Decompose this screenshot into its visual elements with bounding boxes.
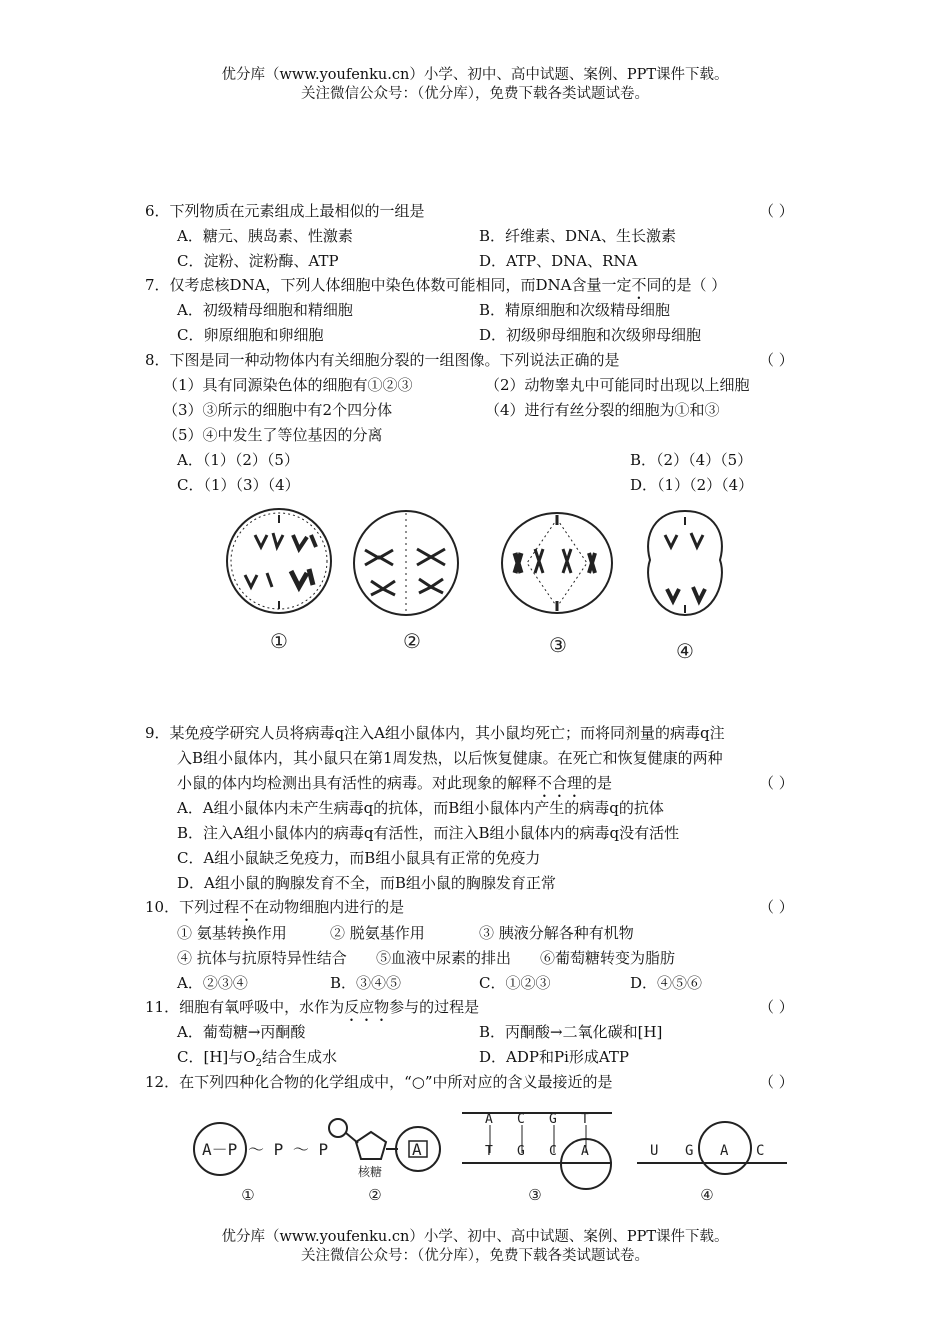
q8-answer-paren: （ ） — [759, 351, 794, 369]
q6-option-b: B．纤维素、DNA、生长激素 — [479, 227, 677, 245]
q8-fig-label-3: ③ — [549, 633, 567, 657]
cell-division-figure — [215, 505, 745, 670]
q7-stem-post: 同的是（ ） — [646, 276, 727, 294]
q10-answer-paren: （ ） — [759, 898, 794, 916]
q9-answer-paren: （ ） — [759, 774, 794, 792]
q8-fig-label-4: ④ — [676, 639, 694, 663]
q9-line-3-pre: 小鼠的体内均检测出具有活性的病毒。对此现象的解释 — [177, 774, 538, 792]
header-line-2: 关注微信公众号：（优分库），免费下载各类试题试卷。 — [301, 86, 649, 102]
q10-item-6: ⑥葡萄糖转变为脂肪 — [540, 949, 676, 967]
q10-item-4: ④ 抗体与抗原特异性结合 — [177, 949, 347, 967]
q7-option-a: A．初级精母细胞和精细胞 — [177, 301, 353, 319]
q11-option-c — [177, 1047, 337, 1074]
fig2-sugar-label: 核糖 — [358, 1165, 383, 1179]
q11-option-b: B．丙酮酸→二氧化碳和[H] — [479, 1023, 663, 1041]
fig3-top-base-4: T — [581, 1112, 589, 1127]
q6-option-c: C．淀粉、淀粉酶、ATP — [177, 252, 339, 270]
q11-stem — [145, 997, 479, 1025]
q11-stem-post: 参与的过程是 — [389, 998, 480, 1016]
footer-line-1: 优分库（www.youfenku.cn）小学、初中、高中试题、案例、PPT课件下载。 — [221, 1229, 729, 1245]
fig3-bottom-base-2: G — [517, 1144, 525, 1159]
q7-stem-pre: 7．仅考虑核DNA，下列人体细胞中染色体数可能相同，而DNA含量一定 — [145, 276, 632, 294]
q8-statement-3: （3）③所示的细胞中有2个四分体 — [163, 401, 393, 419]
fig2-base-text: A — [412, 1140, 422, 1159]
q10-item-5: ⑤血液中尿素的排出 — [376, 949, 512, 967]
fig3-bottom-base-4: A — [581, 1144, 589, 1159]
q10-item-2: ② 脱氨基作用 — [330, 924, 425, 942]
q10-option-c: C．①②③ — [479, 974, 551, 992]
fig1-circle-text: A－P — [202, 1140, 238, 1159]
q9-line-3-post: 的是 — [582, 774, 613, 792]
fig4-base-4: C — [756, 1143, 765, 1159]
fig4-base-3: A — [720, 1143, 729, 1159]
fig3-bottom-base-3: C — [549, 1144, 557, 1159]
q10-stem-pre: 10．下列过程 — [145, 898, 240, 916]
fig1-rest-text: ～ P ～ P — [248, 1140, 329, 1159]
q8-fig-label-1: ① — [270, 629, 288, 653]
q10-item-3: ③ 胰液分解各种有机物 — [479, 924, 634, 942]
q9-option-d: D．A组小鼠的胸腺发育不全，而B组小鼠的胸腺发育正常 — [177, 874, 556, 892]
q6-stem: 6．下列物质在元素组成上最相似的一组是 — [145, 202, 425, 220]
q7-option-b: B．精原细胞和次级精母细胞 — [479, 301, 671, 319]
cell-1-diagram — [227, 509, 331, 613]
q11-option-d: D．ADP和Pi形成ATP — [479, 1048, 629, 1066]
q6-answer-paren: （ ） — [759, 202, 794, 220]
fig3-bottom-base-1: T — [485, 1144, 493, 1159]
q12-fig-label-1: ① — [241, 1186, 255, 1204]
fig2-ribose-mark — [356, 1132, 386, 1159]
fig3-top-base-2: C — [517, 1112, 525, 1127]
compound-structure-figure — [190, 1105, 795, 1205]
q11-answer-paren: （ ） — [759, 998, 794, 1016]
q11-option-a: A．葡萄糖→丙酮酸 — [177, 1023, 306, 1041]
q10-option-b: B．③④⑤ — [330, 974, 402, 992]
q8-stem: 8．下图是同一种动物体内有关细胞分裂的一组图像。下列说法正确的是 — [145, 351, 620, 369]
q6-option-a: A．糖元、胰岛素、性激素 — [177, 227, 353, 245]
q11-option-c-post: 结合生成水 — [261, 1048, 337, 1066]
q8-statement-5: （5）④中发生了等位基因的分离 — [163, 426, 383, 444]
q7-stem-emphasis: 不 — [631, 276, 647, 294]
q7-option-d: D．初级卵母细胞和次级卵母细胞 — [479, 326, 702, 344]
q12-fig-label-2: ② — [368, 1186, 382, 1204]
q10-option-a: A．②③④ — [177, 974, 248, 992]
q10-stem — [145, 897, 404, 925]
q9-line-3-emphasis: 不合理 — [537, 774, 583, 792]
fig4-base-1: U — [650, 1143, 659, 1159]
q12-stem: 12．在下列四种化合物的化学组成中，“○”中所对应的含义最接近的是 — [145, 1073, 613, 1091]
q8-fig-label-2: ② — [403, 629, 421, 653]
fig4-base-2: G — [685, 1143, 694, 1159]
q9-line-2: 入B组小鼠体内，其小鼠只在第1周发热，以后恢复健康。在死亡和恢复健康的两种 — [177, 749, 723, 767]
q9-option-c: C．A组小鼠缺乏免疫力，而B组小鼠具有正常的免疫力 — [177, 849, 541, 867]
q7-stem — [145, 275, 726, 303]
q9-option-a: A．A组小鼠体内未产生病毒q的抗体，而B组小鼠体内产生的病毒q的抗体 — [177, 799, 664, 817]
q12-fig-label-4: ④ — [700, 1186, 714, 1204]
q7-option-c: C．卵原细胞和卵细胞 — [177, 326, 324, 344]
cell-4-diagram — [648, 511, 722, 615]
q8-statement-2: （2）动物睾丸中可能同时出现以上细胞 — [485, 376, 750, 394]
q11-stem-emphasis: 反应物 — [344, 998, 390, 1016]
q8-option-b: B．（2）（4）（5） — [630, 451, 753, 469]
cell-3-diagram — [502, 513, 612, 613]
q11-stem-pre: 11．细胞有氧呼吸中，水作为 — [145, 998, 345, 1016]
q10-stem-post: 在动物细胞内进行的是 — [254, 898, 405, 916]
fig2-phosphate-mark — [329, 1119, 347, 1137]
footer-line-2: 关注微信公众号：（优分库），免费下载各类试题试卷。 — [301, 1248, 649, 1264]
q9-line-1: 9．某免疫学研究人员将病毒q注入A组小鼠体内，其小鼠均死亡；而将同剂量的病毒q注 — [145, 724, 725, 742]
q8-option-d: D．（1）（2）（4） — [630, 476, 754, 494]
cell-2-diagram — [354, 511, 458, 615]
q10-item-1: ① 氨基转换作用 — [177, 924, 287, 942]
fig3-top-base-3: G — [549, 1112, 557, 1127]
q12-answer-paren: （ ） — [759, 1073, 794, 1091]
q6-option-d: D．ATP、DNA、RNA — [479, 252, 638, 270]
header-line-1: 优分库（www.youfenku.cn）小学、初中、高中试题、案例、PPT课件下载。 — [221, 67, 729, 83]
q11-option-c-subscript: 2 — [255, 1058, 262, 1069]
q9-option-b: B．注入A组小鼠体内的病毒q有活性，而注入B组小鼠体内的病毒q没有活性 — [177, 824, 680, 842]
q8-statement-1: （1）具有同源染色体的细胞有①②③ — [163, 376, 413, 394]
fig3-top-base-1: A — [485, 1112, 493, 1127]
q8-option-c: C．（1）（3）（4） — [177, 476, 300, 494]
q10-option-d: D．④⑤⑥ — [630, 974, 703, 992]
q10-stem-emphasis: 不 — [239, 898, 255, 916]
q9-line-3 — [177, 773, 612, 801]
q8-option-a: A．（1）（2）（5） — [177, 451, 299, 469]
q8-statement-4: （4）进行有丝分裂的细胞为①和③ — [485, 401, 720, 419]
q12-fig-label-3: ③ — [528, 1186, 542, 1204]
q11-option-c-pre: C．[H]与O — [177, 1048, 256, 1066]
